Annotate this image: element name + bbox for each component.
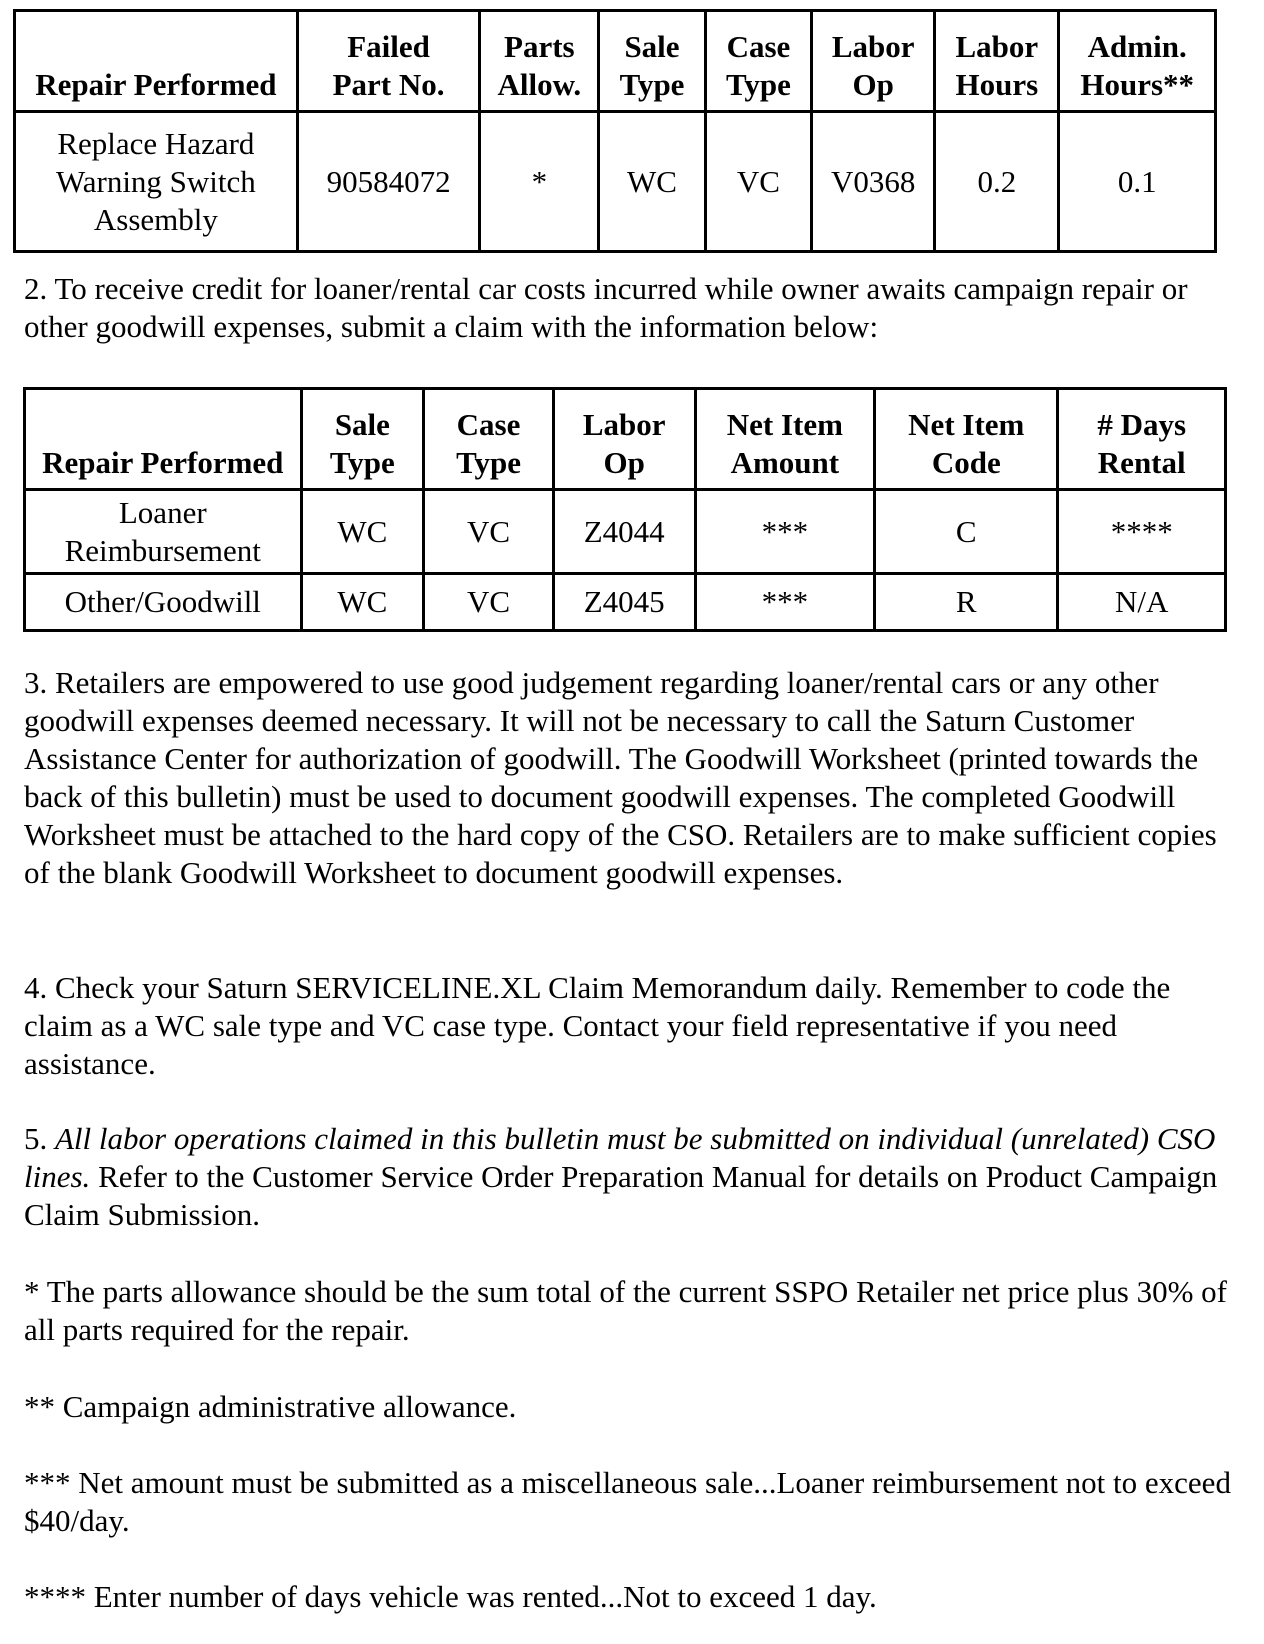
cell-failed-part-no: 90584072 [297, 112, 480, 252]
header-case-type: Case Type [705, 11, 811, 112]
cell-days-rental: **** [1058, 490, 1226, 574]
header-admin-hours: Admin. Hours** [1059, 11, 1216, 112]
header-labor-op: Labor Op [553, 389, 695, 490]
header-labor-hours: Labor Hours [935, 11, 1059, 112]
footnote-parts-allowance: * The parts allowance should be the sum total of the current SSPO Retailer net price plus 30% of all parts required for the repair. [24, 1274, 1227, 1347]
table-header-row [25, 389, 1226, 490]
header-sale-type: Sale Type [599, 11, 705, 112]
header-repair-performed: Repair Performed [25, 389, 302, 490]
table-row [25, 574, 1226, 631]
header-days-rental: # Days Rental [1058, 389, 1226, 490]
paragraph-5 [24, 1120, 1244, 1234]
paragraph-5-number: 5. [24, 1121, 55, 1156]
header-case-type: Case Type [424, 389, 554, 490]
table-row [15, 112, 1216, 252]
cell-net-item-code: R [875, 574, 1058, 631]
header-failed-part-no: Failed Part No. [297, 11, 480, 112]
goodwill-claim-table [23, 387, 1227, 632]
header-labor-op: Labor Op [812, 11, 935, 112]
paragraph-5-text: Refer to the Customer Service Order Preparation Manual for details on Product Campaign Claim Submission. [24, 1159, 1218, 1232]
cell-sale-type: WC [301, 490, 424, 574]
header-net-item-amount: Net Item Amount [695, 389, 875, 490]
header-sale-type: Sale Type [301, 389, 424, 490]
cell-labor-hours: 0.2 [935, 112, 1059, 252]
cell-sale-type: WC [301, 574, 424, 631]
header-parts-allow: Parts Allow. [480, 11, 599, 112]
paragraph-5-emphasis: All labor operations claimed in this bulletin must be submitted on individual (unrelated) CSO lines. [24, 1121, 1216, 1194]
cell-case-type: VC [705, 112, 811, 252]
cell-repair-performed: Other/Goodwill [25, 574, 302, 631]
cell-repair-performed: Loaner Reimbursement [25, 490, 302, 574]
cell-parts-allow: * [480, 112, 599, 252]
footnote-days-rental: **** Enter number of days vehicle was rented...Not to exceed 1 day. [24, 1579, 877, 1614]
header-repair-performed: Repair Performed [15, 11, 298, 112]
cell-sale-type: WC [599, 112, 705, 252]
cell-case-type: VC [424, 574, 554, 631]
cell-net-item-code: C [875, 490, 1058, 574]
cell-admin-hours: 0.1 [1059, 112, 1216, 252]
paragraph-3: 3. Retailers are empowered to use good judgement regarding loaner/rental cars or any other goodwill expenses deemed necessary. It will not be necessary to call the Saturn Customer Assistance Center for authorization of goodwill. The Goodwill Worksheet (printed towards the back of this bulletin) must be used to document goodwill expenses. The completed Goodwill Worksheet must be attached to the hard copy of the CSO. Retailers are to make sufficient copies of the blank Goodwill Worksheet to document goodwill expenses. [24, 665, 1217, 890]
table-row [25, 490, 1226, 574]
table-header-row [15, 11, 1216, 112]
paragraph-4: 4. Check your Saturn SERVICELINE.XL Claim Memorandum daily. Remember to code the claim as a WC sale type and VC case type. Contact your field representative if you need assistance. [24, 970, 1171, 1081]
cell-labor-op: Z4045 [553, 574, 695, 631]
footnote-net-amount: *** Net amount must be submitted as a miscellaneous sale...Loaner reimbursement not to exceed $40/day. [24, 1465, 1231, 1538]
labor-operations-table [13, 9, 1217, 253]
cell-case-type: VC [424, 490, 554, 574]
header-net-item-code: Net Item Code [875, 389, 1058, 490]
cell-days-rental: N/A [1058, 574, 1226, 631]
cell-net-item-amount: *** [695, 574, 875, 631]
footnote-admin-allowance: ** Campaign administrative allowance. [24, 1389, 517, 1424]
paragraph-2: 2. To receive credit for loaner/rental car costs incurred while owner awaits campaign repair or other goodwill expenses, submit a claim with the information below: [24, 271, 1188, 344]
cell-repair-performed: Replace Hazard Warning Switch Assembly [15, 112, 298, 252]
cell-labor-op: V0368 [812, 112, 935, 252]
cell-net-item-amount: *** [695, 490, 875, 574]
cell-labor-op: Z4044 [553, 490, 695, 574]
